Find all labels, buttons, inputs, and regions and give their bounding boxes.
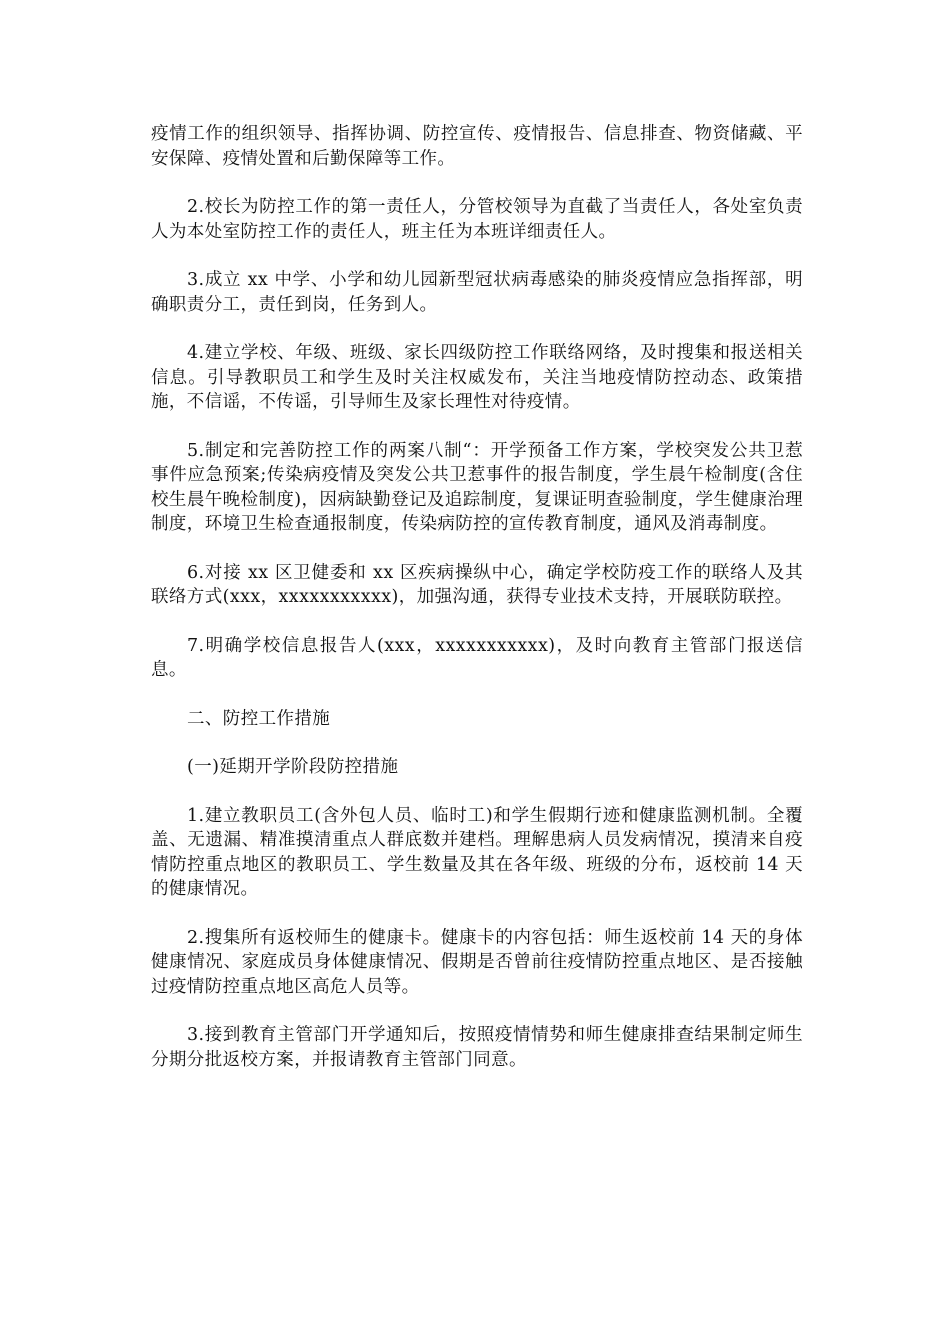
subsection-heading: (一)延期开学阶段防控措施 <box>187 757 399 777</box>
paragraph-item-3: 3.成立 xx 中学、小学和幼儿园新型冠状病毒感染的肺炎疫情应急指挥部，明确职责分工，责任到岗，任务到人。 <box>151 270 803 315</box>
section-heading: 二、防控工作措施 <box>187 708 331 729</box>
measure-item-1: 1.建立教职员工(含外包人员、临时工)和学生假期行迹和健康监测机制。全覆盖、无遗漏、精准摸清重点人群底数并建档。理解患病人员发病情况，摸清来自疫情防控重点地区的教职员工、学生数量及其在各年级、班级的分布，返校前 14 天的健康情况。 <box>151 805 803 899</box>
paragraph-item-4: 4.建立学校、年级、班级、家长四级防控工作联络网络，及时搜集和报送相关信息。引导教职员工和学生及时关注权威发布，关注当地疫情防控动态、政策措施，不信谣，不传谣，引导师生及家长理性对待疫情。 <box>151 343 803 412</box>
paragraph-item-7: 7.明确学校信息报告人(xxx，xxxxxxxxxxx)，及时向教育主管部门报送信息。 <box>151 635 803 680</box>
paragraph-item-5: 5.制定和完善防控工作的两案八制“：开学预备工作方案，学校突发公共卫惹事件应急预案;传染病疫情及突发公共卫惹事件的报告制度，学生晨午检制度(含住校生晨午晚检制度)，因病缺勤登记及追踪制度，复课证明查验制度，学生健康治理制度，环境卫生检查通报制度，传染病防控的宣传教育制度，通风及消毒制度。 <box>151 440 803 534</box>
paragraph-item-6: 6.对接 xx 区卫健委和 xx 区疾病操纵中心，确定学校防疫工作的联络人及其联络方式(xxx，xxxxxxxxxxx)，加强沟通，获得专业技术支持，开展联防联控。 <box>151 562 803 607</box>
document-body <box>151 122 803 1096</box>
measure-item-3: 3.接到教育主管部门开学通知后，按照疫情情势和师生健康排查结果制定师生分期分批返校方案，并报请教育主管部门同意。 <box>151 1025 803 1070</box>
measure-item-2: 2.搜集所有返校师生的健康卡。健康卡的内容包括：师生返校前 14 天的身体健康情况、家庭成员身体健康情况、假期是否曾前往疫情防控重点地区、是否接触过疫情防控重点地区高危人员等。 <box>151 927 803 997</box>
paragraph-continuation: 疫情工作的组织领导、指挥协调、防控宣传、疫情报告、信息排查、物资储藏、平安保障、疫情处置和后勤保障等工作。 <box>151 124 803 169</box>
paragraph-item-2: 2.校长为防控工作的第一责任人，分管校领导为直截了当责任人，各处室负责人为本处室防控工作的责任人，班主任为本班详细责任人。 <box>151 197 803 242</box>
